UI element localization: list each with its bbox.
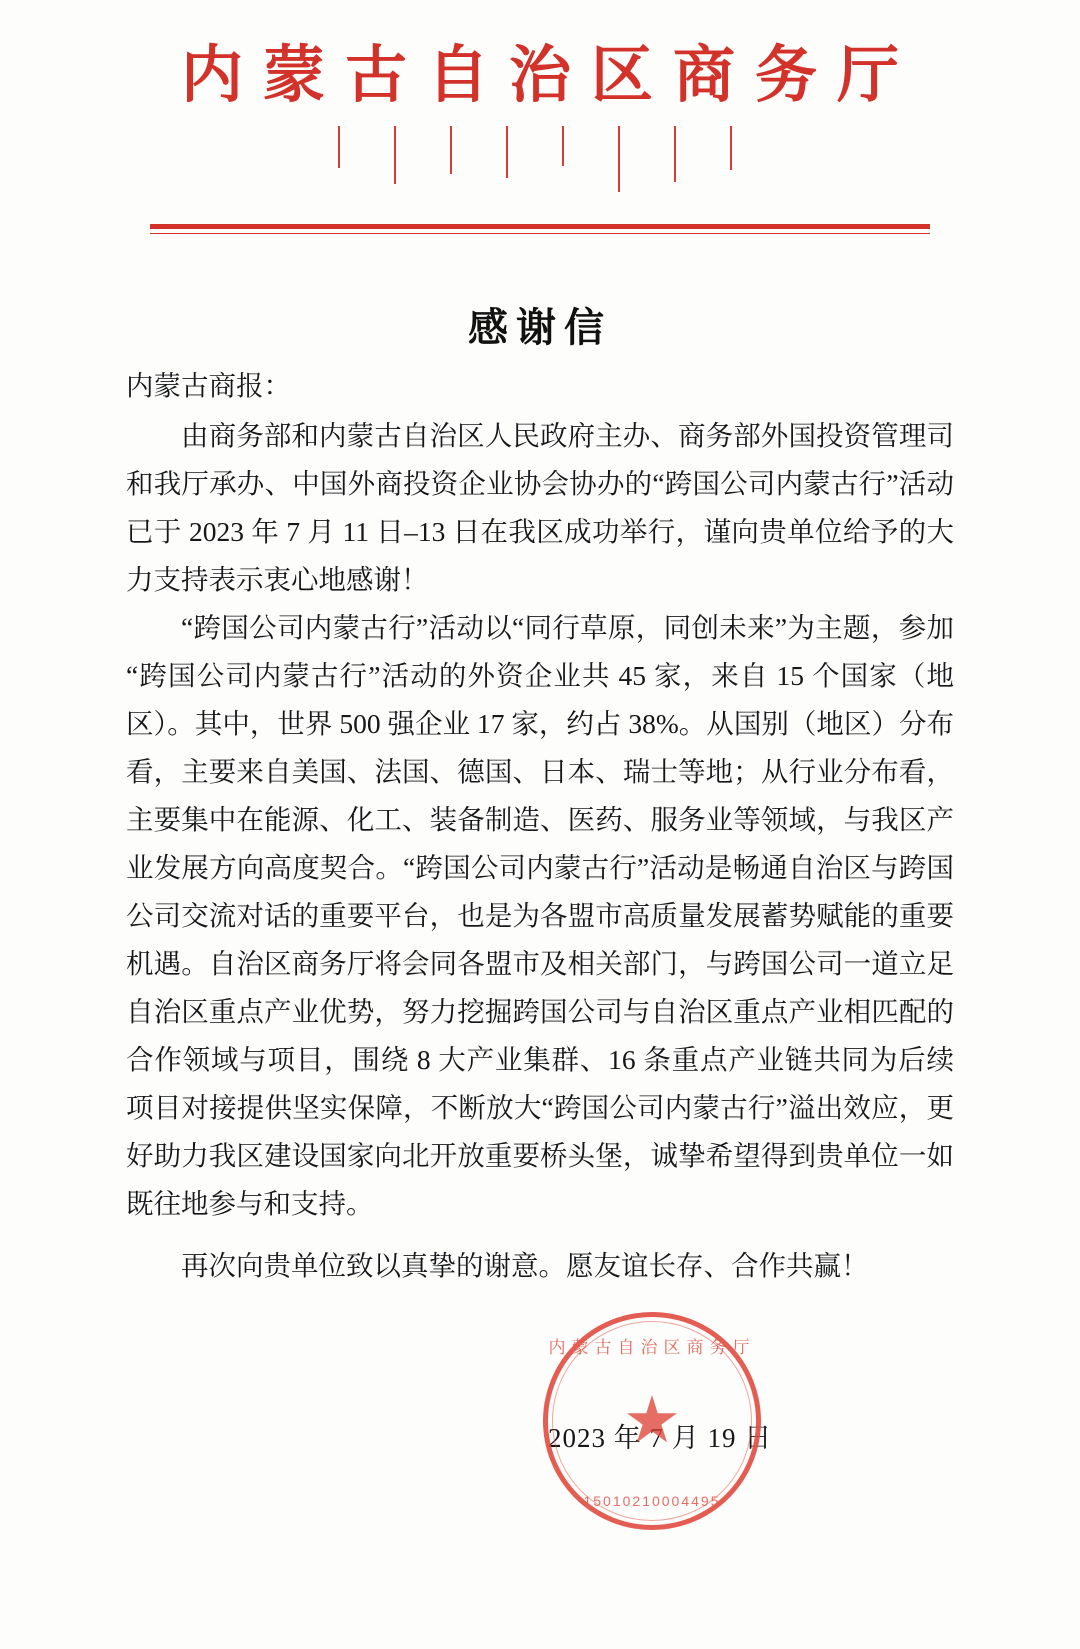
salutation: 内蒙古商报： [126,370,291,401]
letterhead [0,0,1080,196]
paragraph-2: “跨国公司内蒙古行”活动以“同行草原，同创未来”为主题，参加“跨国公司内蒙古行”活动的外资企业共 45 家，来自 15 个国家（地区）。其中，世界 500 强企业 17 家，约占 38%。从国别（地区）分布看，主要来自美国、法国、德国、日本、瑞士等地；从行业分布看，主要集中在能源、化工、装备制造、医药、服务业等领域，与我区产业发展方向高度契合。“跨国公司内蒙古行”活动是畅通自治区与跨国公司交流对话的重要平台，也是为各盟市高质量发展蓄势赋能的重要机遇。自治区商务厅将会同各盟市及相关部门，与跨国公司一道立足自治区重点产业优势，努力挖掘跨国公司与自治区重点产业相匹配的合作领域与项目，围绕 8 大产业集群、16 条重点产业链共同为后续项目对接提供坚实保障，不断放大“跨国公司内蒙古行”溢出效应，更好助力我区建设国家向北开放重要桥头堡，诚挚希望得到贵单位一如既往地参与和支持。 [126,612,954,1219]
signature-area [0,1330,1080,1630]
mongolian-script-row [0,126,1080,196]
seal-code-text: 15010210004495 [583,1493,721,1509]
date-text: 2023 年 7 月 19 日 [548,1423,773,1453]
mongolian-word [730,126,742,170]
official-seal-icon [543,1312,761,1530]
divider-thick-line [150,224,930,229]
closing-paragraph: 再次向贵单位致以真挚的谢意。愿友谊长存、合作共赢！ [181,1250,869,1281]
letter-body [126,362,954,1290]
organization-title: 内蒙古自治区商务厅 [180,42,919,110]
mongolian-word [562,126,574,166]
mongolian-word [338,126,350,168]
letterhead-divider [0,224,1080,234]
mongolian-word [450,126,462,174]
mongolian-word [394,126,406,184]
mongolian-word [506,126,518,178]
mongolian-word [618,126,630,192]
mongolian-word [674,126,686,182]
divider-thin-line [150,233,930,234]
page-title: 感谢信 [468,305,612,350]
seal-top-text: 内蒙古自治区商务厅 [548,1338,756,1357]
seal-star-icon [626,1395,678,1447]
paragraph-1: 由商务部和内蒙古自治区人民政府主办、商务部外国投资管理司和我厅承办、中国外商投资企业协会协办的“跨国公司内蒙古行”活动已于 2023 年 7 月 11 日–13 日在我区成功举行，谨向贵单位给予的大力支持表示衷心地感谢！ [126,420,954,595]
